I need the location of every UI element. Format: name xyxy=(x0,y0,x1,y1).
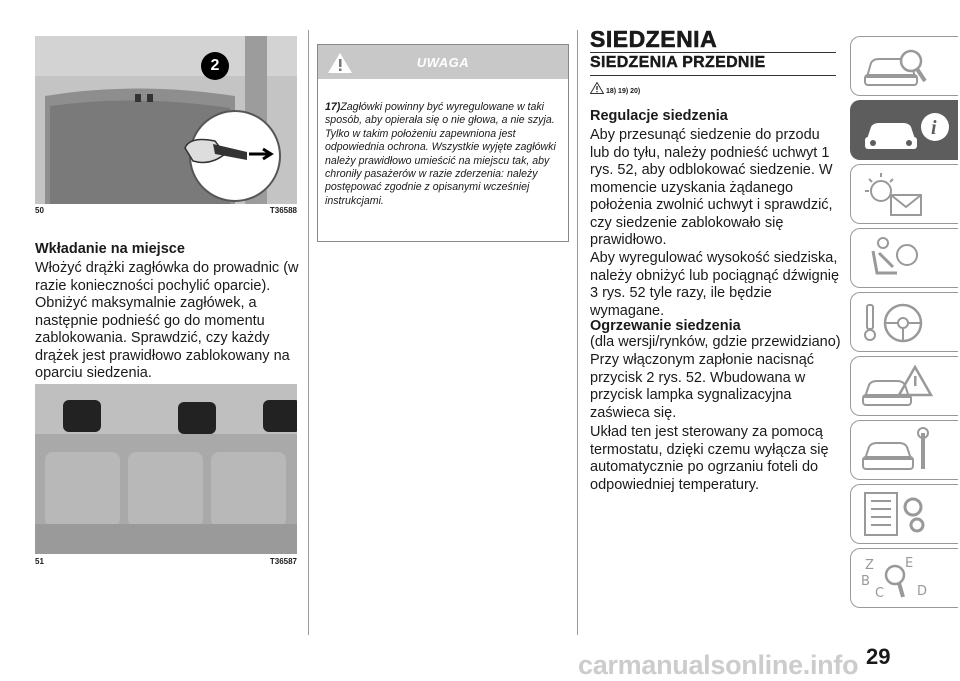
callout-2: 2 xyxy=(210,57,220,74)
alphabet-magnifier-icon xyxy=(859,553,939,605)
subsection-title: SIEDZENIA PRZEDNIE xyxy=(590,54,766,71)
figure-code: T36588 xyxy=(269,206,297,215)
section-title: SIEDZENIA xyxy=(590,26,718,52)
tab-index[interactable] xyxy=(850,548,958,608)
svg-text:B: B xyxy=(861,574,870,589)
warning-reference: 17) xyxy=(325,101,341,113)
heating-availability-note: (dla wersji/rynków, gdzie przewidziano) xyxy=(590,334,841,350)
page-number: 29 xyxy=(866,644,891,669)
warning-box xyxy=(317,44,569,242)
tab-technical-data[interactable] xyxy=(850,484,958,544)
steering-wheel-key-icon xyxy=(859,297,939,349)
section-heading-insert: Wkładanie na miejsce xyxy=(35,241,185,257)
adjustment-heading: Regulacje siedzenia xyxy=(590,108,728,124)
car-warning-triangle-icon xyxy=(859,361,939,413)
warning-light-envelope-icon xyxy=(859,169,939,221)
tab-safety[interactable] xyxy=(850,228,958,288)
svg-text:D: D xyxy=(917,584,928,599)
headrest-insert-illustration xyxy=(35,36,297,204)
tab-maintenance[interactable] xyxy=(850,420,958,480)
seat-airbag-icon xyxy=(859,233,939,285)
figure-number: 51 xyxy=(35,557,44,566)
svg-text:E: E xyxy=(905,556,914,571)
rear-seats-photo xyxy=(35,384,297,554)
figure-caption-51 xyxy=(35,557,297,567)
warning-references: 18) 19) 20) xyxy=(606,88,641,95)
figure-number: 50 xyxy=(35,206,44,215)
svg-text:Z: Z xyxy=(865,558,874,573)
tab-knowing-vehicle[interactable] xyxy=(850,36,958,96)
warning-text xyxy=(325,101,565,208)
heating-paragraph-1: Przy włączonym zapłonie nacisnąć przycisk 2 rys. 52. Wbudowana w przycisk lampka sygnalizacyjna zaświeca się. xyxy=(590,352,815,421)
insert-paragraph: Włożyć drążki zagłówka do prowadnic (w razie konieczności pochylić oparcie). Obniżyć maksymalnie zagłówek, a następnie podnieść go do momentu zablokowania. Sprawdzić, czy każdy drążek jest prawidłowo zablokowany na oparciu siedzenia. xyxy=(35,260,299,381)
tab-emergency[interactable] xyxy=(850,356,958,416)
car-wrench-icon xyxy=(859,425,939,477)
car-magnifier-icon xyxy=(859,41,939,93)
section-title-rule xyxy=(590,52,836,53)
warning-title: UWAGA xyxy=(416,55,470,70)
tab-starting-driving[interactable] xyxy=(850,292,958,352)
car-info-icon xyxy=(859,105,949,157)
watermark: carmanualsonline.info xyxy=(578,650,859,680)
tab-knowing-car-info[interactable] xyxy=(850,100,958,160)
tab-warning-lights[interactable] xyxy=(850,164,958,224)
warning-triangle-icon xyxy=(590,82,604,94)
heating-paragraph-2: Układ ten jest sterowany za pomocą termostatu, dzięki czemu wyłącza się automatycznie po ogrzaniu foteli do odpowiedniej temperatury. xyxy=(590,424,829,493)
heating-heading: Ogrzewanie siedzenia xyxy=(590,318,741,334)
adjustment-paragraph-2: Aby wyregulować wysokość siedziska, należy obniżyć lub pociągnąć dźwignię 3 rys. 52 tyle razy, ile będzie wymagane. xyxy=(590,250,840,319)
warning-header xyxy=(318,45,568,79)
column-divider-1 xyxy=(308,30,309,635)
warning-body: Zagłówki powinny być wyregulowane w taki sposób, aby opierała się o nie głowa, a nie szyja. Tylko w takim położeniu zapewniona jest odpowiednia ochrona. Wszystkie wyjęte zagłówki należy prawidłowo umieścić na miejscu tak, aby chroniły pasażerów w razie zderzenia: należy postępować zgodnie z opisanymi wcześniej instrukcjami. xyxy=(325,101,556,207)
figure-caption-50 xyxy=(35,206,297,216)
svg-text:i: i xyxy=(931,117,937,139)
list-gears-icon xyxy=(859,489,939,541)
figure-headrest-insert xyxy=(35,36,297,204)
figure-code: T36587 xyxy=(269,557,297,566)
svg-text:C: C xyxy=(875,586,885,601)
figure-rear-seats xyxy=(35,384,297,554)
callout-1: 1 xyxy=(240,167,250,184)
column-divider-2 xyxy=(577,30,578,635)
adjustment-paragraph-1: Aby przesunąć siedzenie do przodu lub do tyłu, należy podnieść uchwyt 1 rys. 52, aby odblokować siedzenie. W momencie uzyskania żądanego położenia zwolnić uchwyt i sprawdzić, czy siedzenie zablokowało się prawidłowo. xyxy=(590,127,833,248)
subsection-title-rule xyxy=(590,75,836,76)
